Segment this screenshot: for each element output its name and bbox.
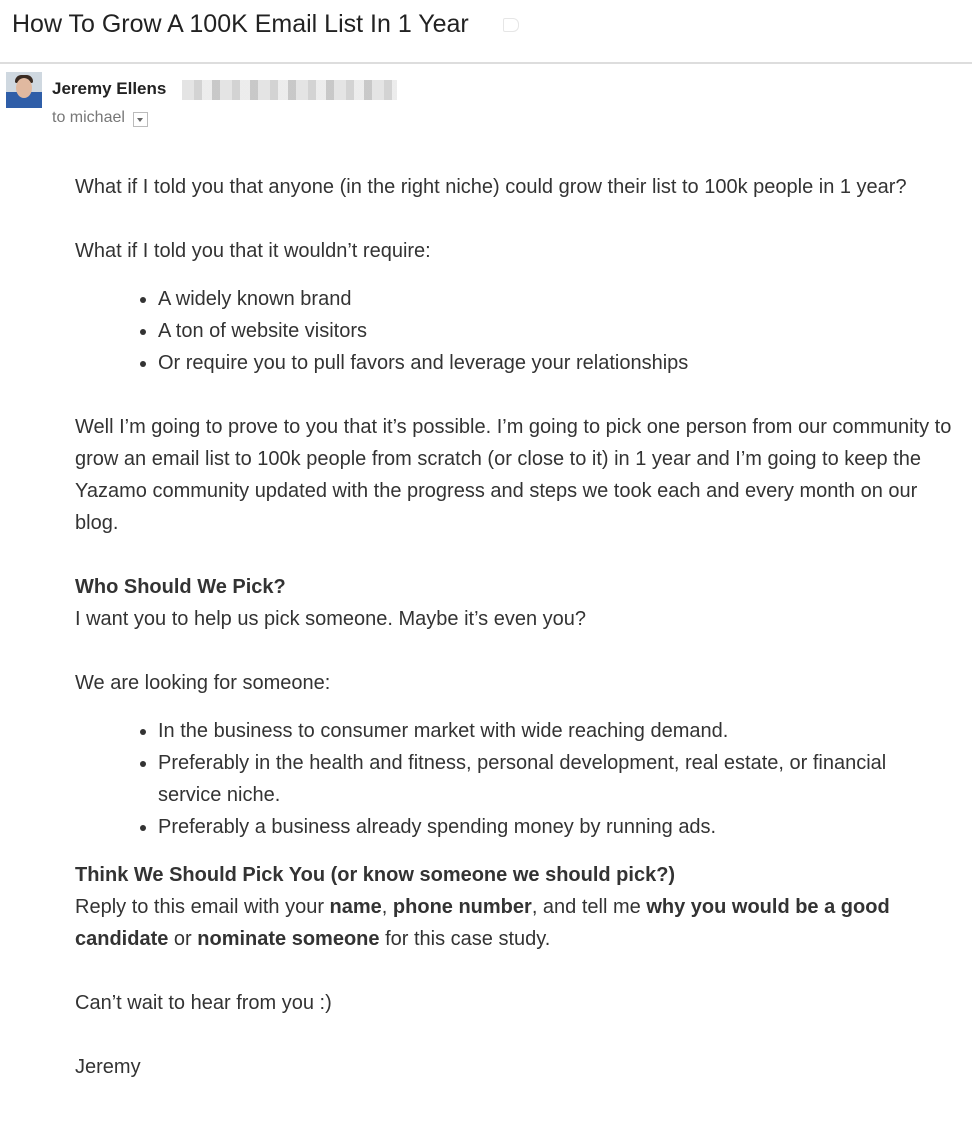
list-item: • In the business to consumer market with wide reaching demand. bbox=[158, 715, 955, 747]
paragraph: Can’t wait to hear from you :) bbox=[75, 992, 332, 1014]
subject-text: How To Grow A 100K Email List In 1 Year bbox=[12, 10, 469, 38]
paragraph: What if I told you that it wouldn’t require: bbox=[75, 240, 431, 262]
details-dropdown-icon[interactable] bbox=[133, 112, 148, 127]
email-body bbox=[75, 171, 955, 1115]
list-item: • A widely known brand bbox=[158, 283, 955, 315]
recipients bbox=[52, 109, 148, 127]
criteria-list bbox=[75, 715, 955, 843]
text: , bbox=[381, 896, 393, 918]
text: for this case study. bbox=[379, 928, 551, 950]
call-to-action bbox=[75, 891, 955, 955]
text: phone number bbox=[392, 896, 532, 918]
signature: Jeremy bbox=[75, 1056, 141, 1078]
avatar bbox=[6, 72, 42, 108]
recipient-text: to michael bbox=[52, 109, 125, 126]
requirements-list bbox=[75, 283, 955, 379]
email-subject bbox=[12, 10, 519, 39]
list-item: • Preferably in the health and fitness, personal development, real estate, or financial service niche. bbox=[158, 747, 955, 811]
list-item: • Or require you to pull favors and leverage your relationships bbox=[158, 347, 955, 379]
text: Reply to this email with your bbox=[75, 896, 330, 918]
text: why you would be a good candidate bbox=[75, 896, 890, 950]
section-heading: Think We Should Pick You (or know someone we should pick?) bbox=[75, 864, 676, 886]
paragraph: I want you to help us pick someone. Maybe it’s even you? bbox=[75, 608, 587, 630]
paragraph: Well I’m going to prove to you that it’s possible. I’m going to pick one person from our community to grow an email list to 100k people from scratch (or close to it) in 1 year and I’m going to keep the Yazamo community updated with the progress and steps we took each and every month on our blog. bbox=[75, 416, 952, 534]
section-heading: Who Should We Pick? bbox=[75, 576, 286, 598]
text: name bbox=[329, 896, 382, 918]
paragraph: What if I told you that anyone (in the right niche) could grow their list to 100k people in 1 year? bbox=[75, 176, 907, 198]
divider bbox=[0, 62, 972, 64]
label-tag-icon[interactable] bbox=[503, 18, 519, 32]
list-item: • A ton of website visitors bbox=[158, 315, 955, 347]
text: , and tell me bbox=[531, 896, 647, 918]
text: nominate someone bbox=[197, 928, 380, 950]
redacted-sender-email bbox=[182, 80, 397, 100]
sender-name[interactable]: Jeremy Ellens bbox=[52, 79, 167, 98]
text: or bbox=[168, 928, 198, 950]
paragraph: We are looking for someone: bbox=[75, 672, 331, 694]
list-item: • Preferably a business already spending money by running ads. bbox=[158, 811, 955, 843]
